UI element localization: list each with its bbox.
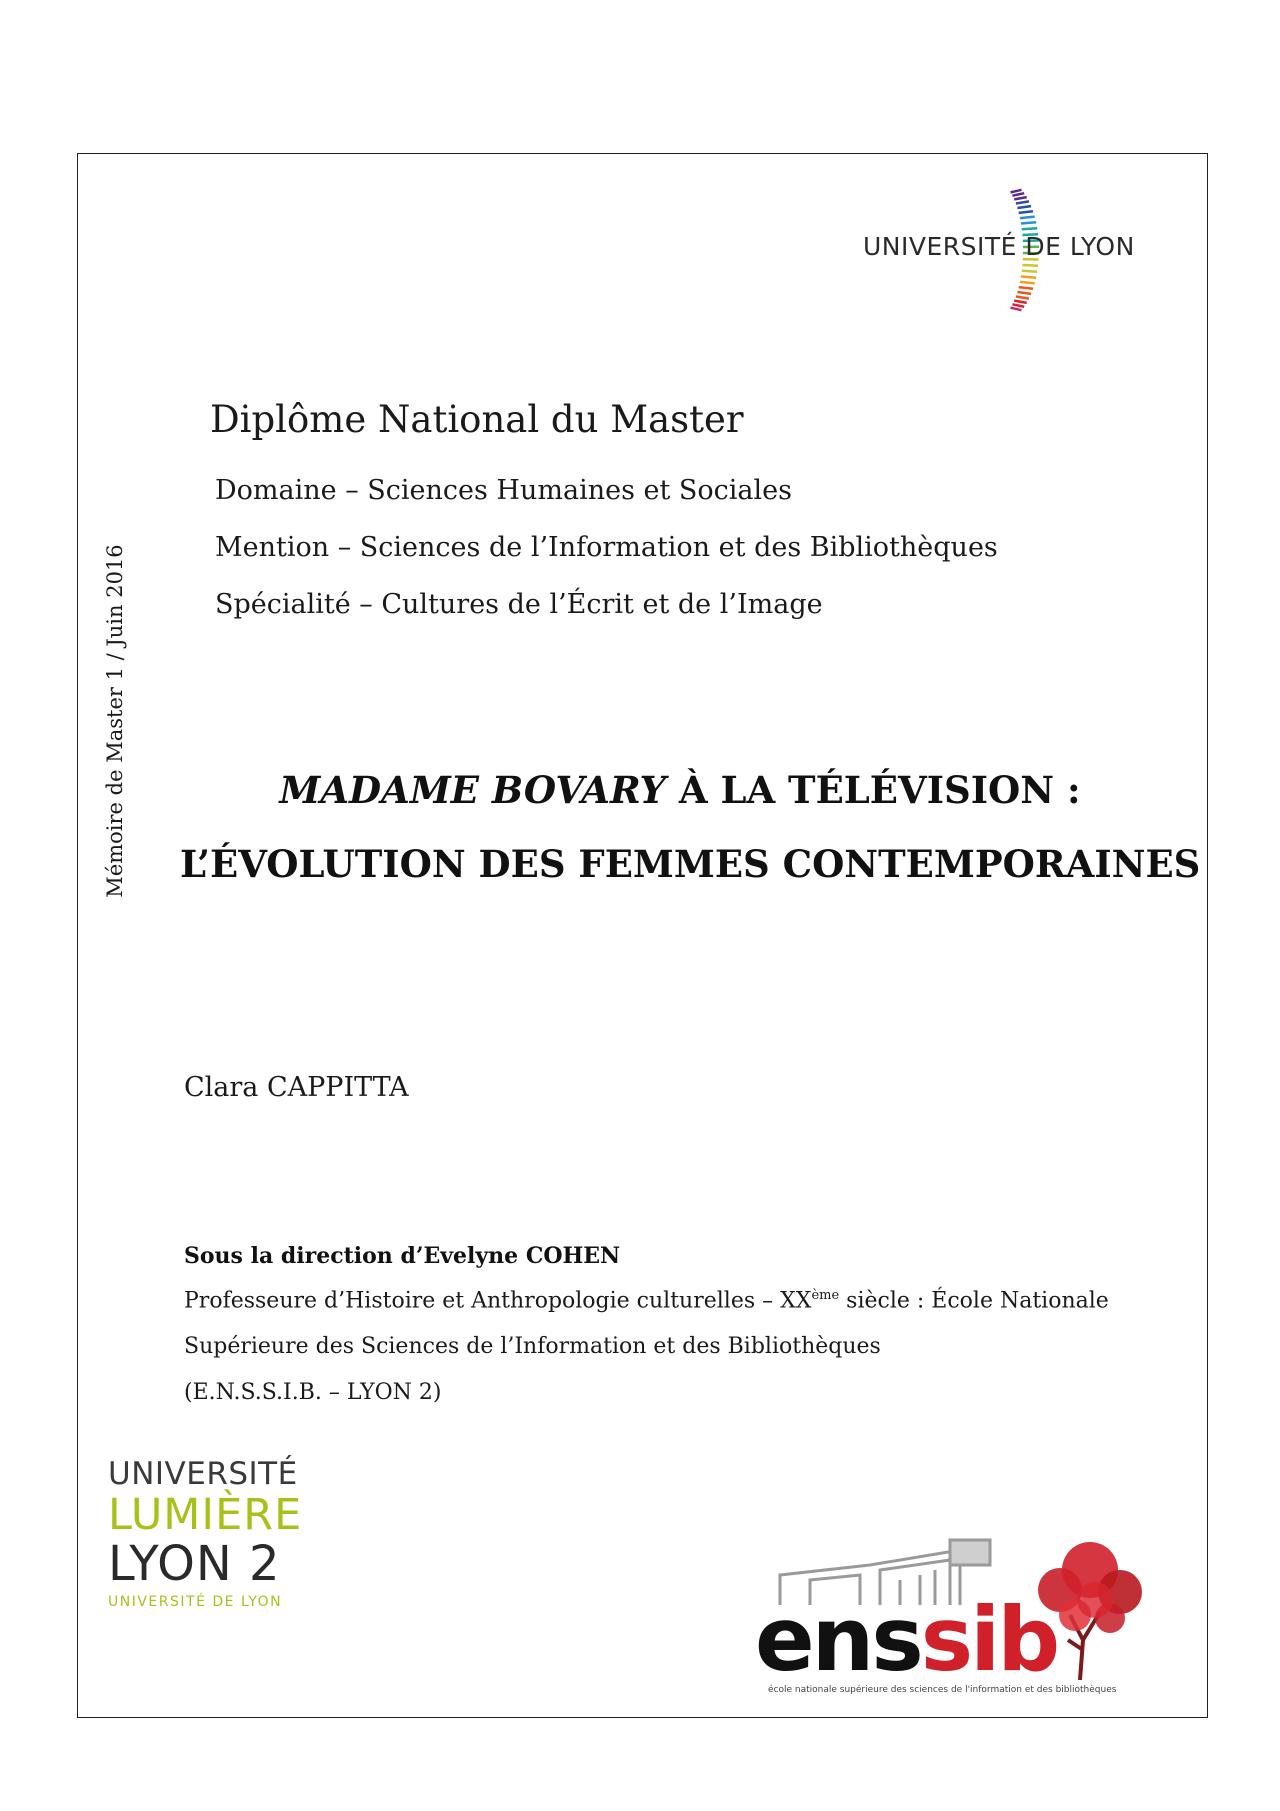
arc-bar <box>1021 277 1036 278</box>
supervisor-line1-sup: ème <box>811 1288 840 1303</box>
arc-bar <box>1017 206 1031 208</box>
degree-mention: Mention – Sciences de l’Information et des Bibliothèques <box>215 532 998 563</box>
arc-bar <box>1014 301 1026 303</box>
degree-title: Diplôme National du Master <box>210 398 744 441</box>
arc-bar <box>1022 228 1037 229</box>
lyon2-logo-line1: UNIVERSITÉ <box>108 1456 298 1492</box>
arc-bar <box>1021 222 1036 223</box>
thesis-title-line2: L’ÉVOLUTION DES FEMMES CONTEMPORAINES <box>180 842 1201 886</box>
thesis-title-italic: MADAME BOVARY <box>279 768 666 812</box>
lyon2-logo-line4: UNIVERSITÉ DE LYON <box>108 1594 283 1610</box>
svg-text:enssib <box>755 1588 1057 1691</box>
degree-domaine: Domaine – Sciences Humaines et Sociales <box>215 475 792 506</box>
arc-bar <box>1022 271 1037 272</box>
university-de-lyon-wordmark: UNIVERSITÉ DE LYON <box>863 232 1135 261</box>
lyon2-logo <box>108 1456 302 1610</box>
arc-bar <box>1012 193 1024 196</box>
arc-bar <box>1019 287 1033 289</box>
arc-bar <box>1011 308 1022 311</box>
spine-text: Mémoire de Master 1 / Juin 2016 <box>103 544 127 898</box>
arc-bar <box>1022 265 1038 266</box>
arc-bar <box>1017 292 1031 294</box>
supervisor-line1 <box>184 1288 1109 1313</box>
arc-bar <box>1012 304 1024 307</box>
supervisor-line1-b: siècle : École Nationale <box>839 1288 1109 1314</box>
enssib-wordmark-sib: sib <box>920 1588 1058 1691</box>
enssib-tagline: école nationale supérieure des sciences de l'information et des bibliothèques <box>768 1685 1117 1695</box>
arc-bar <box>1016 297 1029 299</box>
supervisor-heading: Sous la direction d’Evelyne COHEN <box>184 1243 621 1269</box>
arc-bar <box>1020 217 1035 219</box>
lyon2-logo-line3: LYON 2 <box>108 1536 281 1592</box>
university-de-lyon-logo <box>863 232 1135 261</box>
arc-bar <box>1016 201 1029 203</box>
thesis-title-rest: À LA TÉLÉVISION : <box>665 768 1081 812</box>
lyon2-logo-line2: LUMIÈRE <box>108 1490 303 1540</box>
arc-bar <box>1011 190 1022 193</box>
enssib-wordmark-ens: ens <box>755 1588 921 1691</box>
degree-specialite: Spécialité – Cultures de l’Écrit et de l’Image <box>215 589 823 620</box>
arc-bar <box>1020 282 1035 284</box>
arc-bar <box>1019 211 1033 213</box>
supervisor-line2: Supérieure des Sciences de l’Information et des Bibliothèques <box>184 1334 881 1359</box>
supervisor-line3: (E.N.S.S.I.B. – LYON 2) <box>184 1380 442 1405</box>
enssib-logo <box>750 1520 1170 1700</box>
thesis-title-line1 <box>180 768 1180 812</box>
arc-bar <box>1014 197 1026 199</box>
supervisor-line1-a: Professeure d’Histoire et Anthropologie culturelles – XX <box>184 1288 812 1314</box>
author-name: Clara CAPPITTA <box>184 1072 409 1103</box>
